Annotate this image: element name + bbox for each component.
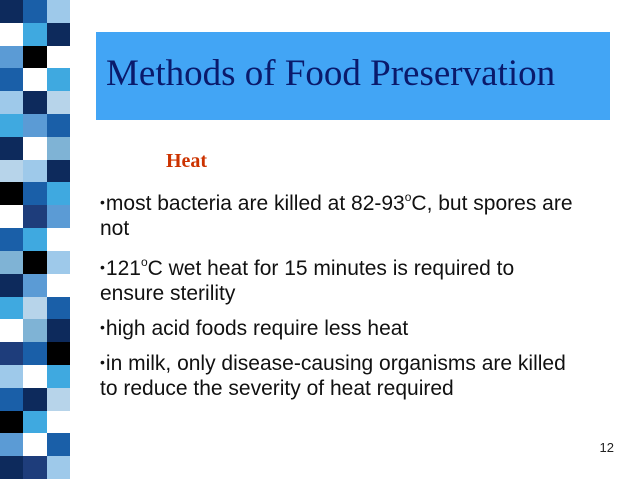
degree-symbol: o [404,190,412,204]
mosaic-tile [47,297,70,320]
page-number: 12 [599,440,614,455]
mosaic-tile [0,274,23,297]
bullet-item [100,315,580,341]
slide-title: Methods of Food Preservation [106,53,556,94]
mosaic-tile [23,342,46,365]
mosaic-tile [47,46,70,69]
mosaic-tile [23,114,46,137]
mosaic-tile [0,46,23,69]
mosaic-tile [47,433,70,456]
bullet-text-part: C wet heat for 15 minutes is required to ensure sterility [100,257,515,305]
mosaic-tile [47,319,70,342]
mosaic-tile [47,274,70,297]
bullet-list [100,185,580,410]
mosaic-tile [23,274,46,297]
bullet-item [100,350,580,401]
bullet-item [100,185,580,241]
mosaic-tile [0,342,23,365]
mosaic-tile [0,160,23,183]
mosaic-tile [0,365,23,388]
mosaic-tile [47,365,70,388]
mosaic-tile [23,205,46,228]
mosaic-tile [47,342,70,365]
mosaic-tile [23,0,46,23]
mosaic-tile [0,182,23,205]
mosaic-tile [23,433,46,456]
mosaic-tile [23,160,46,183]
mosaic-tile [47,228,70,251]
mosaic-tile [0,205,23,228]
bullet-dot-icon: • [100,259,105,275]
mosaic-tile [0,23,23,46]
mosaic-tile [23,23,46,46]
mosaic-tile [47,251,70,274]
mosaic-tile [0,0,23,23]
mosaic-tile [23,319,46,342]
mosaic-tile [23,137,46,160]
mosaic-tile [23,456,46,479]
mosaic-tile [23,46,46,69]
mosaic-tile [0,411,23,434]
mosaic-tile [0,114,23,137]
bullet-dot-icon: • [100,354,105,370]
mosaic-tile [47,68,70,91]
mosaic-tile [23,251,46,274]
bullet-text-part: C, but spores are not [100,192,573,240]
mosaic-tile [0,251,23,274]
bullet-item [100,250,580,306]
mosaic-tile [47,91,70,114]
mosaic-tile [47,388,70,411]
mosaic-tile [0,68,23,91]
mosaic-tile [47,411,70,434]
mosaic-tile [0,228,23,251]
bullet-text: high acid foods require less heat [105,317,409,340]
mosaic-tile [0,433,23,456]
bullet-text-part: most bacteria are killed at 82-93 [105,192,405,215]
mosaic-tile [23,182,46,205]
bullet-dot-icon: • [100,319,105,335]
mosaic-tile [0,319,23,342]
mosaic-tile [47,205,70,228]
mosaic-tile [23,388,46,411]
bullet-dot-icon: • [100,194,105,210]
mosaic-tile [47,0,70,23]
mosaic-tile [47,114,70,137]
bullet-text: in milk, only disease-causing organisms are killed to reduce the severity of heat required [100,352,566,400]
section-heading: Heat [166,150,208,172]
mosaic-tile [23,365,46,388]
mosaic-tile [23,228,46,251]
decorative-mosaic-strip [0,0,70,479]
mosaic-tile [0,91,23,114]
mosaic-tile [47,23,70,46]
mosaic-tile [23,411,46,434]
mosaic-tile [23,68,46,91]
mosaic-tile [0,388,23,411]
mosaic-tile [0,297,23,320]
mosaic-tile [47,160,70,183]
bullet-text-part: 121 [105,257,141,280]
mosaic-tile [23,297,46,320]
degree-symbol: o [140,255,148,269]
mosaic-tile [47,456,70,479]
mosaic-tile [0,137,23,160]
mosaic-tile [47,137,70,160]
mosaic-tile [0,456,23,479]
mosaic-tile [47,182,70,205]
mosaic-tile [23,91,46,114]
